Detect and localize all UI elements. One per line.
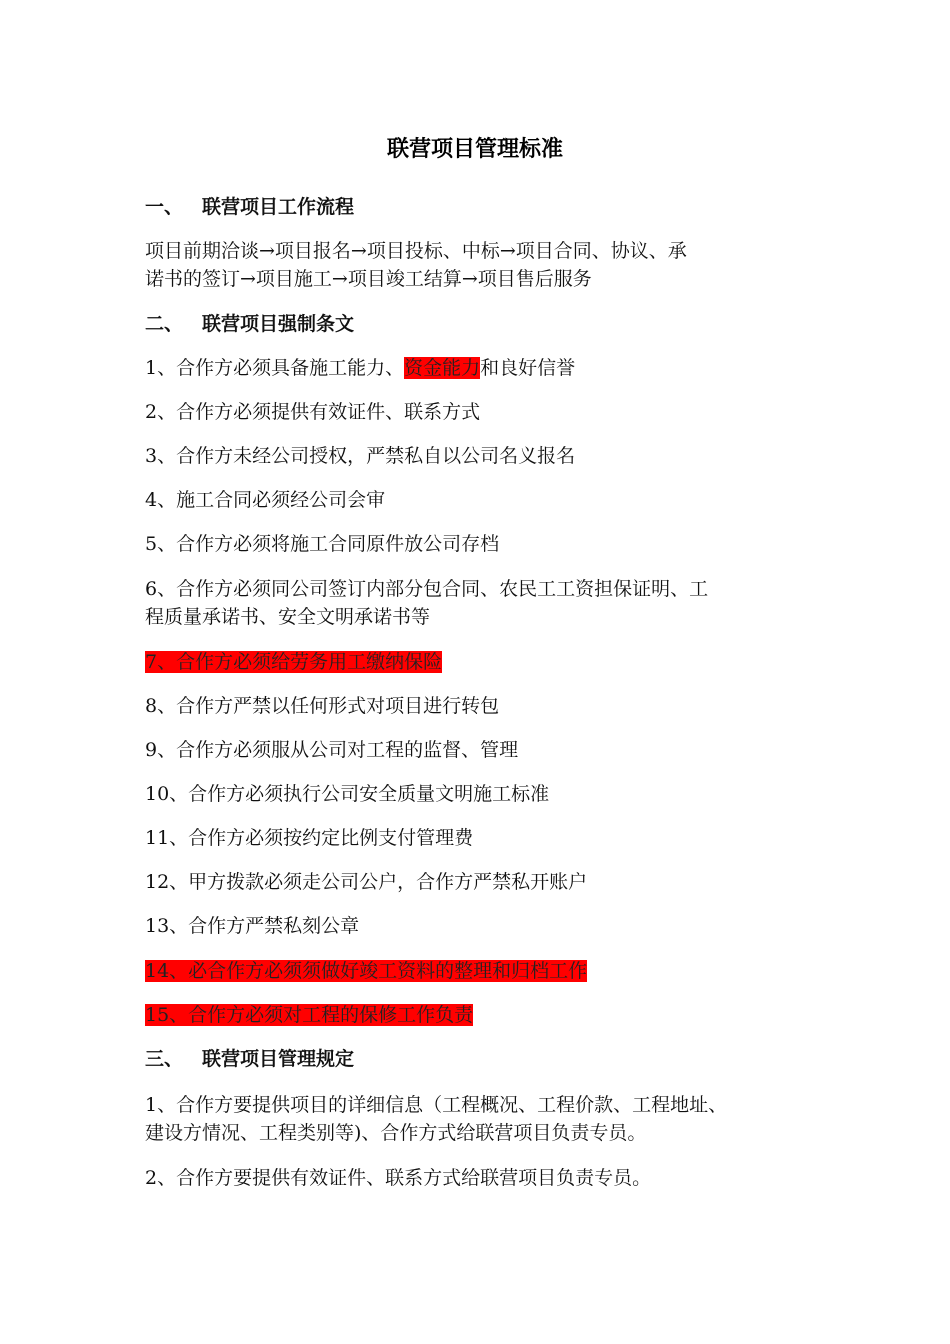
list-item: 12、甲方拨款必须走公司公户，合作方严禁私开账户	[145, 871, 588, 893]
workflow-text-line-1: 项目前期洽谈→项目报名→项目投标、中标→项目合同、协议、承	[145, 240, 687, 262]
section-number: 二、	[145, 313, 184, 335]
list-item-line-1: 1、合作方要提供项目的详细信息（工程概况、工程价款、工程地址、	[145, 1094, 728, 1116]
highlighted-text: 资金能力	[404, 357, 481, 379]
section-number: 一、	[145, 196, 184, 218]
list-item: 8、合作方严禁以任何形式对项目进行转包	[145, 695, 500, 717]
list-item-line-2: 建设方情况、工程类别等)、合作方式给联营项目负责专员。	[145, 1122, 647, 1144]
section-heading-text: 联营项目管理规定	[202, 1048, 355, 1070]
workflow-text-line-2: 诺书的签订→项目施工→项目竣工结算→项目售后服务	[145, 268, 592, 290]
highlighted-text: 15、合作方必须对工程的保修工作负责	[145, 1004, 474, 1026]
section-heading-1	[145, 193, 845, 221]
list-item-highlighted	[145, 1001, 845, 1029]
list-item: 13、合作方严禁私刻公章	[145, 915, 360, 937]
list-item: 5、合作方必须将施工合同原件放公司存档	[145, 533, 500, 555]
list-item-highlighted	[145, 957, 845, 985]
list-item: 3、合作方未经公司授权，严禁私自以公司名义报名	[145, 445, 576, 467]
list-item-line-2: 程质量承诺书、安全文明承诺书等	[145, 606, 431, 628]
section-heading-text: 联营项目工作流程	[202, 196, 355, 218]
section-number: 三、	[145, 1048, 184, 1070]
list-item: 9、合作方必须服从公司对工程的监督、管理	[145, 739, 519, 761]
section-heading-3	[145, 1045, 845, 1073]
list-item: 2、合作方要提供有效证件、联系方式给联营项目负责专员。	[145, 1167, 652, 1189]
list-item-highlighted	[145, 648, 845, 676]
list-item-line-1: 6、合作方必须同公司签订内部分包合同、农民工工资担保证明、工	[145, 578, 709, 600]
page-title: 联营项目管理标准	[386, 137, 563, 162]
list-item: 10、合作方必须执行公司安全质量文明施工标准	[145, 783, 550, 805]
list-item-text: 和良好信誉	[480, 357, 576, 379]
list-item: 2、合作方必须提供有效证件、联系方式	[145, 401, 481, 423]
section-heading-2	[145, 310, 845, 338]
list-item: 11、合作方必须按约定比例支付管理费	[145, 827, 474, 849]
section-heading-text: 联营项目强制条文	[202, 313, 355, 335]
list-item	[145, 354, 845, 382]
list-item-text: 1、合作方必须具备施工能力、	[145, 357, 405, 379]
list-item: 4、施工合同必须经公司会审	[145, 489, 386, 511]
highlighted-text: 14、必合作方必须须做好竣工资料的整理和归档工作	[145, 960, 588, 982]
highlighted-text: 7、合作方必须给劳务用工缴纳保险	[145, 651, 443, 673]
